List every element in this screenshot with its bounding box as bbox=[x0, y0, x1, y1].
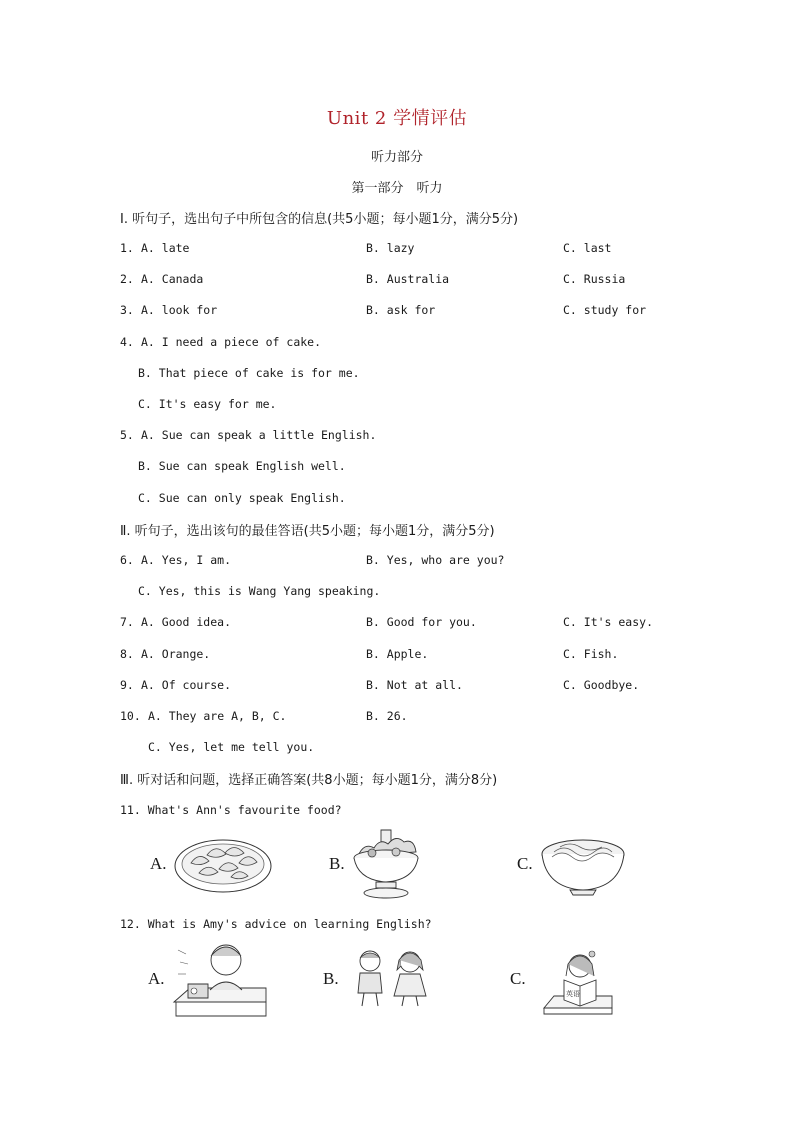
question-6 bbox=[0, 553, 794, 571]
option-a: A. look for bbox=[141, 303, 218, 317]
option-b: B. Apple. bbox=[366, 647, 429, 661]
question-6-option-c bbox=[0, 584, 794, 602]
book-label: 英语 bbox=[566, 990, 580, 998]
section-2-heading: Ⅱ. 听句子，选出该句的最佳答语(共5小题；每小题1分，满分5分) bbox=[120, 524, 495, 539]
subpart-heading: 第一部分 听力 bbox=[351, 181, 443, 196]
question-5-option-c bbox=[0, 491, 794, 509]
option-c-label: C. bbox=[517, 854, 533, 873]
option-c: C. Fish. bbox=[563, 647, 619, 661]
page-title: Unit 2 学情评估 bbox=[326, 108, 468, 129]
two-students-talking-icon bbox=[352, 948, 432, 1010]
question-3 bbox=[0, 303, 794, 321]
girl-reading-book-icon bbox=[540, 950, 616, 1016]
question-number: 8. bbox=[120, 647, 134, 661]
option-a-label: A. bbox=[150, 854, 167, 873]
question-number: 5. bbox=[120, 428, 134, 442]
option-c: C. Russia bbox=[563, 272, 626, 286]
option-a: A. Sue can speak a little English. bbox=[141, 428, 377, 442]
section-1-heading: Ⅰ. 听句子，选出句子中所包含的信息(共5小题；每小题1分，满分5分) bbox=[120, 212, 519, 227]
question-number: 2. bbox=[120, 272, 134, 286]
option-a: A. Orange. bbox=[141, 647, 211, 661]
question-number: 3. bbox=[120, 303, 134, 317]
question-number: 10. bbox=[120, 709, 141, 723]
question-9 bbox=[0, 678, 794, 696]
question-12: 12. What is Amy's advice on learning English? bbox=[120, 917, 432, 931]
option-c: C. Goodbye. bbox=[563, 678, 640, 692]
option-a-label: A. bbox=[148, 969, 165, 988]
option-a: A. late bbox=[141, 241, 190, 255]
question-5-option-b bbox=[0, 459, 794, 477]
question-8 bbox=[0, 647, 794, 665]
option-c: C. Yes, this is Wang Yang speaking. bbox=[138, 584, 381, 598]
option-b: B. Not at all. bbox=[366, 678, 463, 692]
boy-listening-radio-icon bbox=[172, 938, 268, 1020]
option-b: B. lazy bbox=[366, 241, 415, 255]
option-a: A. Yes, I am. bbox=[141, 553, 232, 567]
option-c-label: C. bbox=[510, 969, 526, 988]
option-b: B. 26. bbox=[366, 709, 408, 723]
option-c: C. It's easy. bbox=[563, 615, 654, 629]
option-b: B. Yes, who are you? bbox=[366, 553, 505, 567]
question-1 bbox=[0, 241, 794, 259]
question-4-option-c bbox=[0, 397, 794, 415]
dumplings-plate-icon bbox=[173, 833, 273, 895]
question-10-option-c bbox=[0, 740, 794, 758]
question-2 bbox=[0, 272, 794, 290]
option-c: C. Sue can only speak English. bbox=[138, 491, 346, 505]
question-4 bbox=[0, 335, 794, 353]
question-number: 9. bbox=[120, 678, 134, 692]
hotpot-icon bbox=[350, 826, 422, 901]
noodle-bowl-icon bbox=[540, 836, 626, 896]
question-5 bbox=[0, 428, 794, 446]
question-11: 11. What's Ann's favourite food? bbox=[120, 803, 342, 817]
option-a: A. Canada bbox=[141, 272, 204, 286]
section-3-heading: Ⅲ. 听对话和问题，选择正确答案(共8小题；每小题1分，满分8分) bbox=[120, 773, 498, 788]
option-c: C. last bbox=[563, 241, 612, 255]
option-b: B. ask for bbox=[366, 303, 436, 317]
question-7 bbox=[0, 615, 794, 633]
option-b: B. That piece of cake is for me. bbox=[138, 366, 360, 380]
question-number: 4. bbox=[120, 335, 134, 349]
option-c: C. It's easy for me. bbox=[138, 397, 277, 411]
question-number: 1. bbox=[120, 241, 134, 255]
option-b: B. Australia bbox=[366, 272, 450, 286]
option-c: C. study for bbox=[563, 303, 647, 317]
option-a: A. I need a piece of cake. bbox=[141, 335, 322, 349]
part-heading: 听力部分 bbox=[370, 150, 423, 165]
option-b-label: B. bbox=[323, 969, 339, 988]
question-number: 7. bbox=[120, 615, 134, 629]
option-b: B. Good for you. bbox=[366, 615, 477, 629]
question-number: 6. bbox=[120, 553, 134, 567]
question-4-option-b bbox=[0, 366, 794, 384]
option-b-label: B. bbox=[329, 854, 345, 873]
option-a: A. Good idea. bbox=[141, 615, 232, 629]
question-10 bbox=[0, 709, 794, 727]
option-c: C. Yes, let me tell you. bbox=[148, 740, 315, 754]
option-a: A. Of course. bbox=[141, 678, 232, 692]
option-b: B. Sue can speak English well. bbox=[138, 459, 346, 473]
option-a: A. They are A, B, C. bbox=[148, 709, 287, 723]
